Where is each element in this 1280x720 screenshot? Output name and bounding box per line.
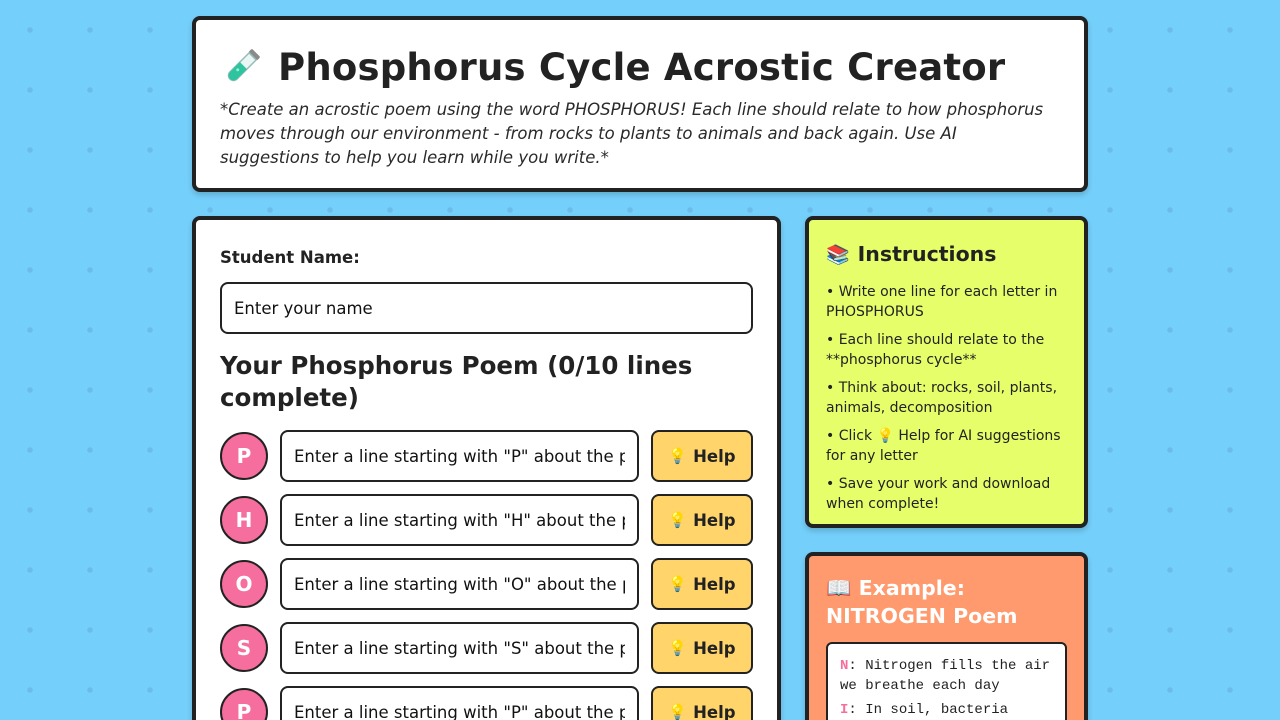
page-title: Phosphorus Cycle Acrostic Creator (278, 45, 1006, 89)
instructions-list (826, 282, 1067, 514)
help-button-label: Help (693, 638, 736, 658)
instruction-item: • Write one line for each letter in PHOSPHORUS (826, 284, 1058, 320)
example-letter: N (840, 658, 849, 674)
poem-line-input[interactable] (280, 430, 639, 482)
help-button-label: Help (693, 510, 736, 530)
help-button-label: Help (693, 574, 736, 594)
example-heading: Example: NITROGEN Poem (826, 576, 1018, 628)
title-row (220, 42, 1060, 92)
poem-row (220, 686, 753, 720)
poem-line-input[interactable] (280, 686, 639, 720)
letter-badge: O (220, 560, 268, 608)
example-line (840, 656, 1053, 696)
poem-line-input[interactable] (280, 558, 639, 610)
lightbulb-icon: 💡 (668, 575, 688, 593)
instruction-item: • Click 💡 Help for AI suggestions for any letter (826, 428, 1061, 464)
instruction-item: • Think about: rocks, soil, plants, animals, decomposition (826, 380, 1058, 416)
lightbulb-icon: 💡 (668, 703, 688, 720)
example-line-text: : In soil, bacteria (848, 702, 1009, 718)
example-letter: I (840, 702, 849, 718)
student-name-label: Student Name: (220, 248, 360, 267)
help-button[interactable] (651, 430, 753, 482)
poem-form-card (192, 216, 781, 720)
poem-row (220, 558, 753, 610)
books-icon: 📚 (826, 243, 850, 266)
test-tube-icon (220, 45, 264, 89)
poem-line-input[interactable] (280, 494, 639, 546)
poem-row (220, 430, 753, 482)
open-book-icon: 📖 (826, 576, 852, 600)
help-button-label: Help (693, 702, 736, 720)
example-line (840, 700, 1053, 720)
header-card (192, 16, 1088, 192)
poem-row (220, 494, 753, 546)
example-poem-box (826, 642, 1067, 720)
help-button[interactable] (651, 622, 753, 674)
instruction-item: • Each line should relate to the **phosphorus cycle** (826, 332, 1045, 368)
page-subtitle: *Create an acrostic poem using the word PHOSPHORUS! Each line should relate to how phosphorus moves through our environment - from rocks to plants to animals and back again. Use AI suggestions to help you learn while you write.* (220, 100, 1044, 167)
help-button[interactable] (651, 558, 753, 610)
instructions-heading-row (826, 238, 1067, 270)
instructions-card (805, 216, 1088, 528)
lightbulb-icon: 💡 (668, 511, 688, 529)
help-button[interactable] (651, 494, 753, 546)
example-line-text: : Nitrogen fills the air we breathe each day (840, 658, 1051, 694)
help-button-label: Help (693, 446, 736, 466)
poem-heading: Your Phosphorus Poem (0/10 lines complete) (220, 351, 693, 412)
example-heading-row (826, 574, 1067, 630)
letter-badge: P (220, 688, 268, 720)
poem-row (220, 622, 753, 674)
letter-badge: H (220, 496, 268, 544)
student-name-input[interactable] (220, 282, 753, 334)
help-button[interactable] (651, 686, 753, 720)
poem-line-input[interactable] (280, 622, 639, 674)
lightbulb-icon: 💡 (668, 447, 688, 465)
letter-badge: P (220, 432, 268, 480)
instruction-item: • Save your work and download when complete! (826, 476, 1051, 512)
lightbulb-icon: 💡 (668, 639, 688, 657)
instructions-heading: Instructions (857, 242, 997, 266)
example-card (805, 552, 1088, 720)
letter-badge: S (220, 624, 268, 672)
